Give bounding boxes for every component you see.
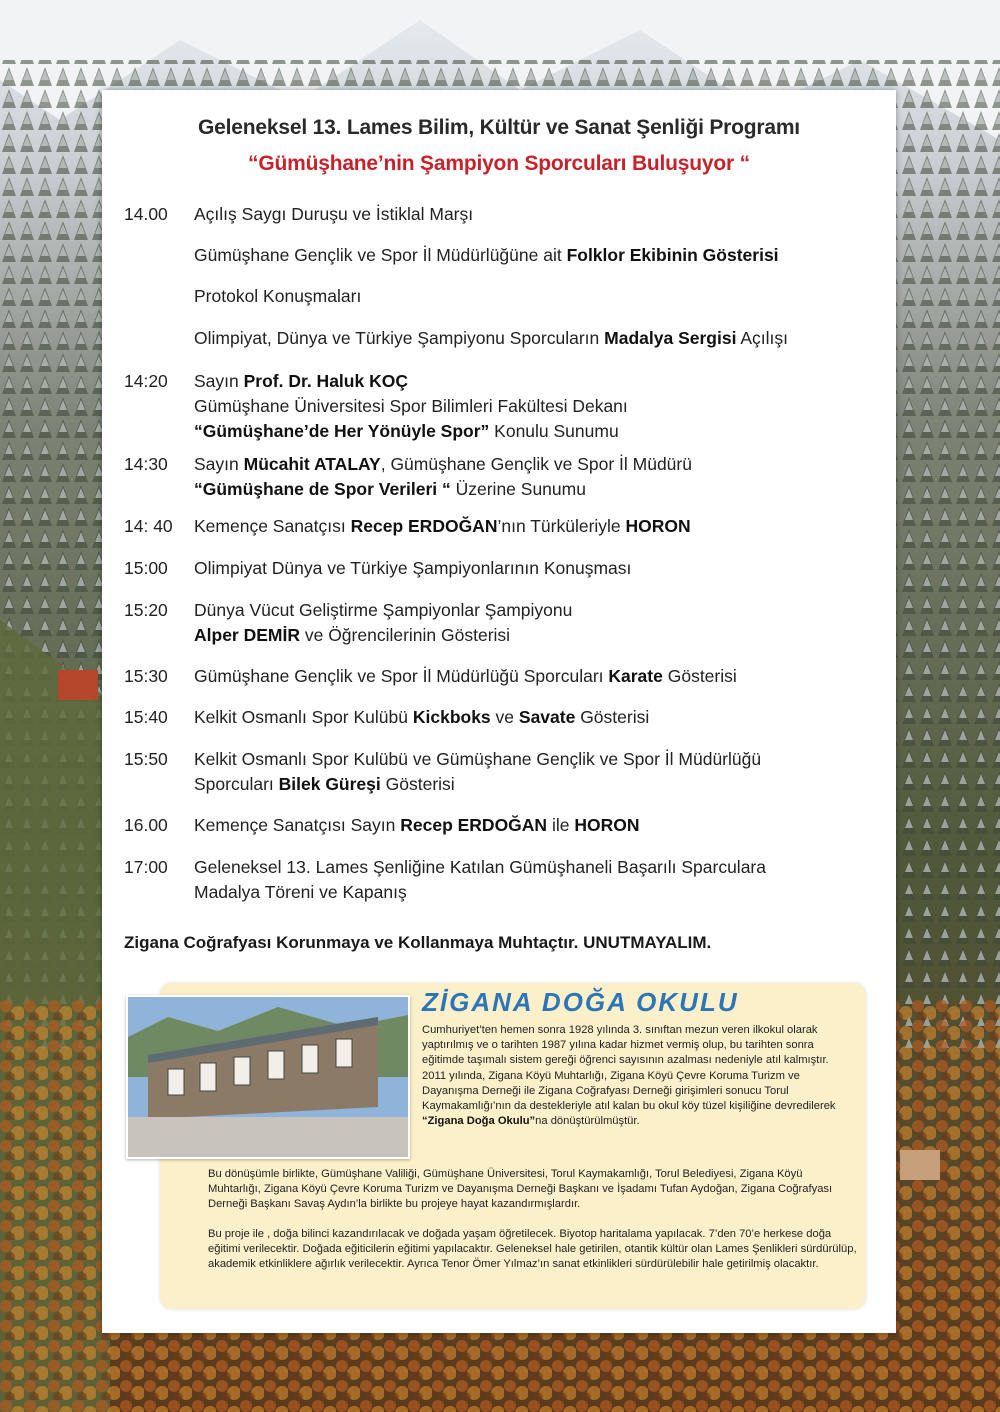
program-time: 15:40 (124, 707, 168, 727)
program-time: 14.00 (124, 204, 168, 224)
program-time: 16.00 (124, 815, 168, 835)
program-line (194, 747, 884, 772)
text-run: Gümüşhane Üniversitesi Spor Bilimleri Fakültesi Dekanı (194, 396, 628, 416)
bold-text-run: Karate (608, 666, 663, 686)
text-run: Sayın (194, 371, 244, 391)
text-run: Kemençe Sanatçısı Sayın (194, 815, 401, 835)
program-line (194, 705, 884, 730)
program-line (194, 880, 884, 905)
text-run: Kemençe Sanatçısı (194, 516, 351, 536)
program-description (194, 202, 884, 227)
text-run: na dönüştürülmüştür. (535, 1115, 640, 1128)
program-description (194, 514, 884, 539)
program-description (194, 556, 884, 581)
text-run: Kelkit Osmanlı Spor Kulübü ve Gümüşhane Gençlik ve Spor İl Müdürlüğü (194, 749, 762, 769)
program-line (194, 556, 884, 581)
text-run: Açılışı (736, 328, 788, 348)
bold-text-run: “Gümüşhane’de Her Yönüyle Spor” (194, 421, 490, 441)
bold-text-run: Prof. Dr. Haluk KOÇ (243, 371, 408, 391)
text-run: Olimpiyat, Dünya ve Türkiye Şampiyonu Sporcuların (194, 328, 605, 348)
program-time: 15:50 (124, 749, 168, 769)
text-run: Sporcuları (194, 774, 279, 794)
text-run: Protokol Konuşmaları (194, 286, 362, 306)
program-description (194, 369, 884, 444)
text-run: Gösterisi (575, 707, 650, 727)
program-line (194, 369, 884, 394)
info-paragraph-2 (208, 1167, 858, 1213)
program-time: 14:20 (124, 371, 168, 391)
bold-text-run: Recep ERDOĞAN (350, 516, 498, 536)
text-run: Gösterisi (662, 666, 737, 686)
program-line (194, 855, 884, 880)
program-line (194, 394, 884, 419)
program-time: 17:00 (124, 857, 168, 877)
bold-text-run: “Gümüşhane de Spor Verileri “ (194, 479, 451, 499)
program-description (194, 705, 884, 730)
program-time: 15:20 (124, 600, 168, 620)
info-paragraph-3 (208, 1227, 858, 1273)
bold-text-run: HORON (625, 516, 691, 536)
text-run: ve Öğrencilerinin Gösterisi (299, 625, 511, 645)
program-line (194, 514, 884, 539)
bold-text-run: HORON (574, 815, 640, 835)
program-description (194, 664, 884, 689)
text-run: Geleneksel 13. Lames Şenliğine Katılan Gümüşhaneli Başarılı Sparculara (194, 857, 766, 877)
program-description (194, 747, 884, 797)
bold-text-run: Bilek Güreşi (278, 774, 381, 794)
text-run: Gümüşhane Gençlik ve Spor İl Müdürlüğü Sporcuları (194, 666, 609, 686)
text-run: ’nın Türküleriyle (497, 516, 626, 536)
bold-text-run: “Zigana Doğa Okulu” (422, 1115, 536, 1128)
school-building-photo (126, 995, 410, 1159)
text-run: Dünya Vücut Geliştirme Şampiyonlar Şampiyonu (194, 600, 573, 620)
text-run: Gösterisi (380, 774, 455, 794)
bold-text-run: Alper DEMİR (194, 625, 300, 645)
program-description (194, 284, 884, 309)
program-line (194, 813, 884, 838)
program-line (194, 326, 884, 351)
program-line (194, 664, 884, 689)
bold-text-run: Recep ERDOĞAN (400, 815, 548, 835)
program-time: 15:00 (124, 558, 168, 578)
text-run: Gümüşhane Gençlik ve Spor İl Müdürlüğüne ait (194, 245, 567, 265)
program-line (194, 419, 884, 444)
info-box (160, 983, 866, 1309)
program-line (194, 598, 884, 623)
info-paragraph-1 (422, 1023, 850, 1129)
program-line (194, 284, 884, 309)
text-run: ve (490, 707, 519, 727)
text-run: Bu dönüşümle birlikte, Gümüşhane Valiliği, Gümüşhane Üniversitesi, Torul Kaymakamlığı, Torul Belediyesi, Zigana Köyü Muhtarlığı, Zigana Köyü Çevre Koruma Turizm ve Dayanışma Derneği Başkanı ve İşadamı Tufan Aydoğan, Zigana Coğrafyası Derneği Başkanı Savaş Aydın’la birlikte bu projeye hayat kazandırmışlardır. (208, 1168, 833, 1211)
program-line (194, 772, 884, 797)
program-description (194, 326, 884, 351)
page-subtitle: “Gümüşhane’nin Şampiyon Sporcuları Buluşuyor “ (248, 152, 750, 175)
page-title: Geleneksel 13. Lames Bilim, Kültür ve Sanat Şenliği Programı (198, 116, 800, 139)
text-run: Konulu Sunumu (489, 421, 619, 441)
program-line (194, 623, 884, 648)
text-run: Sayın (194, 454, 244, 474)
bold-text-run: Folklor Ekibinin Gösterisi (566, 245, 779, 265)
text-run: Bu proje ile , doğa bilinci kazandırılacak ve doğada yaşam öğretilecek. Biyotop haritalama yapılacak. 7’den 70’e herkese doğa eğitimi verilecektir. Doğada eğiticilerin eğitimi yapılacaktır. Geleneksel hale getirilen, otantik kültür olan Lames Şenlikleri sürdürülüp, akademik etkinliklere ağırlık verilecektir. Ayrıca Tenor Ömer Yılmaz’ın sanat etkinlikleri sürdürülebilir hale getirilmiş olacaktır. (208, 1228, 857, 1271)
text-run: ile (547, 815, 575, 835)
program-line (194, 243, 884, 268)
warning-text: Zigana Coğrafyası Korunmaya ve Kollanmaya Muhtaçtır. UNUTMAYALIM. (124, 933, 712, 952)
program-line (194, 452, 884, 477)
program-line (194, 477, 884, 502)
text-run: Kelkit Osmanlı Spor Kulübü (194, 707, 413, 727)
program-description (194, 598, 884, 648)
text-run: Açılış Saygı Duruşu ve İstiklal Marşı (194, 204, 474, 224)
program-time: 14: 40 (124, 516, 173, 536)
text-run: Olimpiyat Dünya ve Türkiye Şampiyonlarının Konuşması (194, 558, 632, 578)
program-description (194, 452, 884, 502)
info-box-title: ZİGANA DOĞA OKULU (422, 987, 739, 1017)
bold-text-run: Savate (518, 707, 576, 727)
text-run: , Gümüşhane Gençlik ve Spor İl Müdürü (380, 454, 692, 474)
program-time: 15:30 (124, 666, 168, 686)
text-run: Madalya Töreni ve Kapanış (194, 882, 407, 902)
program-description (194, 243, 884, 268)
text-run: Cumhuriyet’ten hemen sonra 1928 yılında 3. sınıftan mezun veren ilkokul olarak yaptırılmış ve o tarihten 1987 yılına kadar hizmet vermiş olup, bu tarihten sonra eğitimde taşımalı sistem gereği öğrenci sayısının azalması nedeniyle atıl kalmıştır. 2011 yılında, Zigana Köyü Muhtarlığı, Zigana Köyü Çevre Koruma Turizm ve Dayanışma Derneği ile Zigana Coğrafyası Derneği girişimleri sonucu Torul Kaymakamlığı’nın da destekleriyle atıl kalan bu okul köy tüzel kişiliğine devredilerek (422, 1024, 836, 1113)
text-run: Üzerine Sunumu (450, 479, 586, 499)
bold-text-run: Mücahit ATALAY (243, 454, 381, 474)
bold-text-run: Madalya Sergisi (604, 328, 737, 348)
program-card (102, 90, 896, 1333)
program-description (194, 813, 884, 838)
program-time: 14:30 (124, 454, 168, 474)
program-description (194, 855, 884, 905)
program-line (194, 202, 884, 227)
bold-text-run: Kickboks (412, 707, 491, 727)
